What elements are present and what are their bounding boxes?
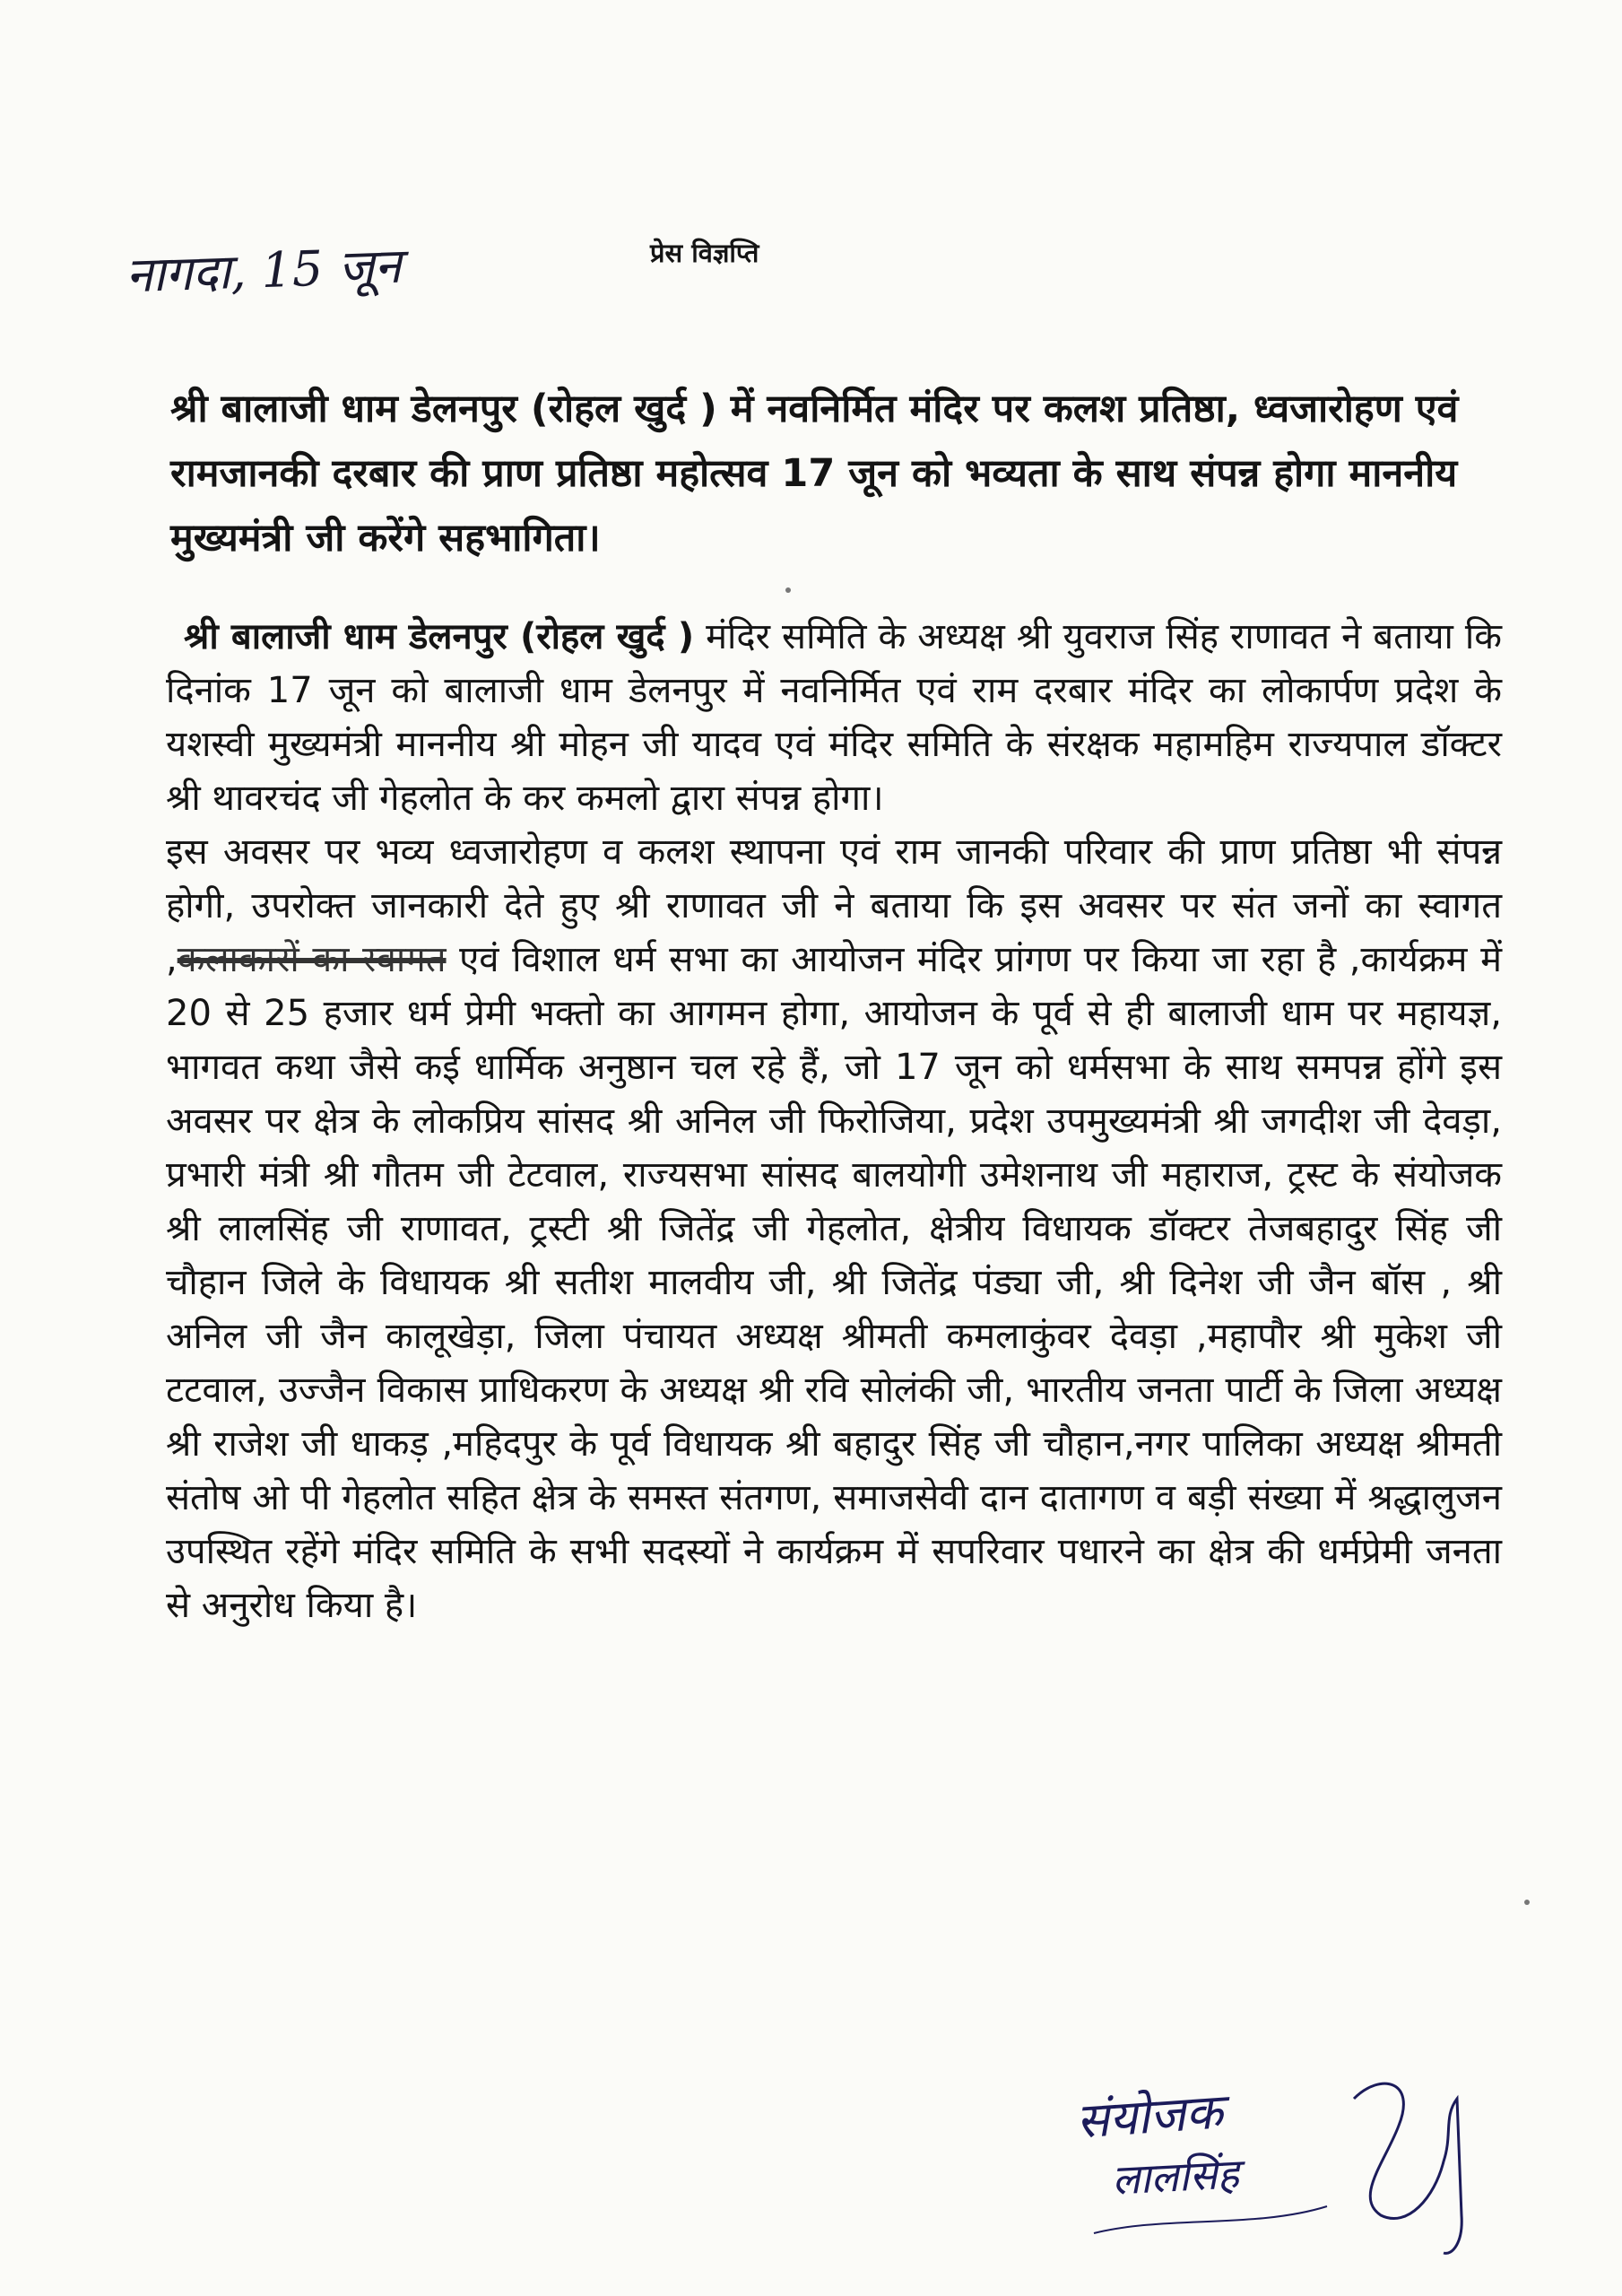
paragraph-1-text: मंदिर समिति के अध्यक्ष श्री युवराज सिंह राणावत ने बताया कि दिनांक 17 जून को बालाजी धाम डेलनपुर में नवनिर्मित एवं राम दरबार मंदिर का लोकार्पण प्रदेश के यशस्वी मुख्यमंत्री माननीय श्री मोहन जी यादव एवं मंदिर समिति के संरक्षक महामहिम राज्यपाल डॉक्टर श्री थावरचंद जी गेहलोत के कर कमलो द्वारा संपन्न होगा। [166,616,1502,819]
paragraph-2 [166,825,1502,1632]
signature-block [1058,2063,1470,2260]
signature-name: लालसिंह [1110,2149,1241,2205]
scan-speck [785,587,791,593]
paragraph-1 [166,610,1502,825]
dateline-handwritten: नागदा, 15 जून [125,237,403,304]
headline: श्री बालाजी धाम डेलनपुर (रोहल खुर्द ) में नवनिर्मित मंदिर पर कलश प्रतिष्ठा, ध्वजारोहण एवं रामजानकी दरबार की प्राण प्रतिष्ठा महोत्सव 17 जून को भव्यता के साथ संपन्न होगा माननीय मुख्यमंत्री जी करेंगे सहभागिता। [170,387,1459,561]
document-type-label: प्रेस विज्ञप्ति [650,238,759,268]
signature-title: संयोजक [1074,2083,1225,2150]
scan-speck [1524,1900,1530,1905]
paragraph-1-lead: श्री बालाजी धाम डेलनपुर (रोहल खुर्द ) [184,616,695,657]
paragraph-2-text-b: एवं विशाल धर्म सभा का आयोजन मंदिर प्रांगण पर किया जा रहा है ,कार्यक्रम में 20 से 25 हजार धर्म प्रेमी भक्तो का आगमन होगा, आयोजन के पूर्व से ही बालाजी धाम पर महायज्ञ, भागवत कथा जैसे कई धार्मिक अनुष्ठान चल रहे हैं, जो 17 जून को धर्मसभा के साथ समपन्न होंगे इस अवसर पर क्षेत्र के लोकप्रिय सांसद श्री अनिल जी फिरोजिया, प्रदेश उपमुख्यमंत्री श्री जगदीश जी देवड़ा, प्रभारी मंत्री श्री गौतम जी टेटवाल, राज्यसभा सांसद बालयोगी उमेशनाथ जी महाराज, ट्रस्ट के संयोजक श्री लालसिंह जी राणावत, ट्रस्टी श्री जितेंद्र जी गेहलोत, क्षेत्रीय विधायक डॉक्टर तेजबहादुर सिंह जी चौहान जिले के विधायक श्री सतीश मालवीय जी, श्री जितेंद्र पंड्या जी, श्री दिनेश जी जैन बॉस , श्री अनिल जी जैन कालूखेड़ा, जिला पंचायत अध्यक्ष श्रीमती कमलाकुंवर देवड़ा ,महापौर श्री मुकेश जी टटवाल, उज्जैन विकास प्राधिकरण के अध्यक्ष श्री रवि सोलंकी जी, भारतीय जनता पार्टी के जिला अध्यक्ष श्री राजेश जी धाकड़ ,महिदपुर के पूर्व विधायक श्री बहादुर सिंह जी चौहान,नगर पालिका अध्यक्ष श्रीमती संतोष ओ पी गेहलोत सहित क्षेत्र के समस्त संतगण, समाजसेवी दान दातागण व बड़ी संख्या में श्रद्धालुजन उपस्थित रहेंगे मंदिर समिति के सभी सदस्यों ने कार्यक्रम में सपरिवार पधारने का क्षेत्र की धर्मप्रेमी जनता से अनुरोध किया है। [166,939,1502,1626]
struck-out-text: कलाकारों का स्वागत [177,939,447,980]
paragraph-2-text-a: इस अवसर पर भव्य ध्वजारोहण व कलश स्थापना एवं राम जानकी परिवार की प्राण प्रतिष्ठा भी संपन्न होगी, उपरोक्त जानकारी देते हुए श्री राणावत जी ने बताया कि इस अवसर पर संत जनों का स्वागत , [166,831,1502,980]
body-text [166,610,1502,1632]
